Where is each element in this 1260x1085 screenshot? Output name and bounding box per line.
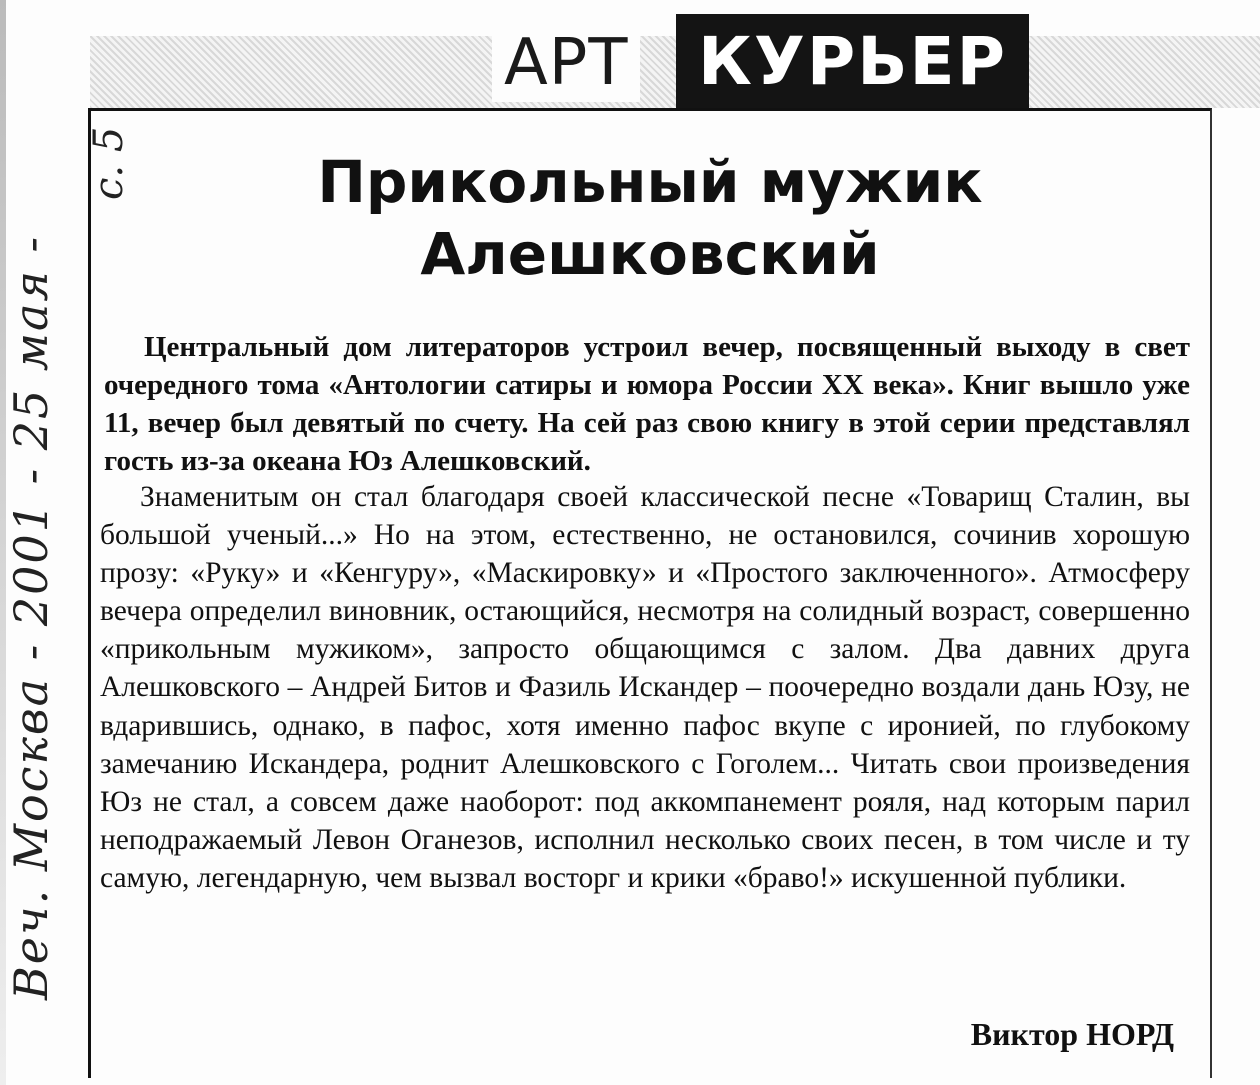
handwritten-source-note: Веч. Москва - 2001 - 25 мая -	[4, 234, 58, 1000]
rubric-art: АРТ	[492, 24, 640, 102]
rubric-band	[90, 36, 1260, 108]
rubric-kurier: КУРЬЕР	[676, 14, 1029, 110]
article-headline: Прикольный мужик Алешковский	[317, 148, 983, 288]
article-body: Знаменитым он стал благодаря своей классической песне «Товарищ Сталин, вы большой ученый...» Но на этом, естественно, не остановился, сочинив хорошую прозу: «Руку» и «Кенгуру», «Маскировку» и «Простого заключенного». Атмосферу вечера определил виновник, остающийся, несмотря на солидный возраст, совершенно «прикольным мужиком», запросто общающимся с залом. Два давних друга Алешковского – Андрей Битов и Фазиль Искандер – поочередно воздали дань Юзу, не вдарившись, однако, в пафос, хотя именно пафос вкупе с иронией, по глубокому замечанию Искандера, роднит Алешковского с Гоголем... Читать свои произведения Юз не стал, а совсем даже наоборот: под аккомпанемент рояля, над которым парил неподражаемый Левон Оганезов, исполнил несколько своих песен, в том числе и ту самую, легендарную, чем вызвал восторг и крики «браво!» искушенной публики.	[100, 481, 1190, 894]
article-lead: Центральный дом литераторов устроил вечер, посвященный выходу в свет очередного тома «Антологии сатиры и юмора России XX века». Книг вышло уже 11, вечер был девятый по счету. На сей раз свою книгу в этой серии представлял гость из-за океана Юз Алешковский.	[104, 331, 1190, 477]
handwritten-page-note: с. 5	[86, 126, 132, 200]
article-author: Виктор НОРД	[970, 1016, 1174, 1052]
